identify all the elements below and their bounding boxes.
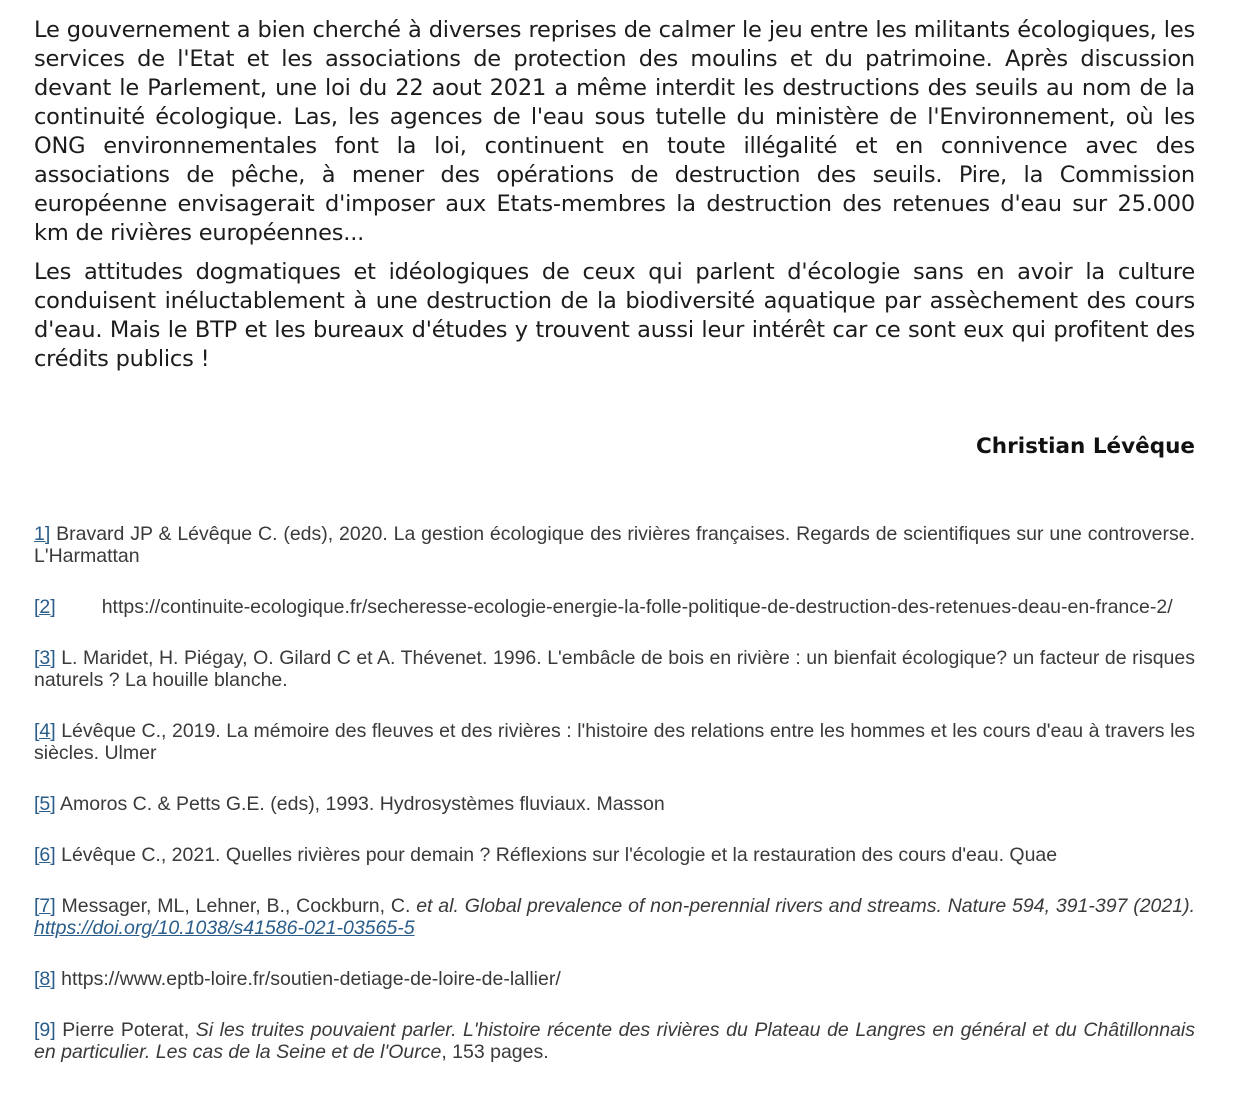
footnote-ref-link[interactable]: [8]	[34, 968, 56, 990]
footnote-text: Amoros C. & Petts G.E. (eds), 1993. Hydrosystèmes fluviaux. Masson	[55, 793, 665, 815]
footnote-text: Messager, ML, Lehner, B., Cockburn, C.	[55, 895, 417, 917]
footnote-ref-link[interactable]: [9]	[34, 1019, 56, 1041]
footnote-ref-link[interactable]: [4]	[34, 720, 56, 742]
footnote-ref-link[interactable]: [6]	[34, 844, 56, 866]
footnote-ref-link[interactable]: [3]	[34, 647, 56, 669]
footnote-url: https://continuite-ecologique.fr/secheresse-ecologie-energie-la-folle-politique-de-destruction-des-retenues-deau-en-france-2/	[101, 596, 1173, 618]
footnote-text: https://www.eptb-loire.fr/soutien-detiage-de-loire-de-lallier/	[55, 968, 561, 990]
body-paragraph: Les attitudes dogmatiques et idéologiques de ceux qui parlent d'écologie sans en avoir la culture conduisent inéluctablement à une destruction de la biodiversité aquatique par assèchement des cours d'eau. Mais le BTP et les bureaux d'études y trouvent aussi leur intérêt car ce sont eux qui profitent des crédits publics !	[34, 259, 1195, 372]
footnote-8	[34, 968, 1195, 990]
footnote-text: Bravard JP & Lévêque C. (eds), 2020. La gestion écologique des rivières françaises. Regards de scientifiques sur une controverse. L'Harmattan	[34, 523, 1195, 567]
footnote-text: Pierre Poterat,	[55, 1019, 196, 1041]
article-page	[34, 16, 1195, 1092]
footnotes-list	[34, 523, 1195, 1063]
footnote-2	[34, 596, 1195, 618]
footnote-text: Lévêque C., 2021. Quelles rivières pour demain ? Réflexions sur l'écologie et la restauration des cours d'eau. Quae	[55, 844, 1058, 866]
body-paragraph: Le gouvernement a bien cherché à diverses reprises de calmer le jeu entre les militants écologiques, les services de l'Etat et les associations de protection des moulins et du patrimoine. Après discussion devant le Parlement, une loi du 22 aout 2021 a même interdit les destructions des seuils au nom de la continuité écologique. Las, les agences de l'eau sous tutelle du ministère de l'Environnement, où les ONG environnementales font la loi, continuent en toute illégalité et en connivence avec des associations de pêche, à mener des opérations de destruction des seuils. Pire, la Commission européenne envisagerait d'imposer aux Etats-membres la destruction des retenues d'eau sur 25.000 km de rivières européennes...	[34, 17, 1195, 246]
footnote-4	[34, 720, 1195, 764]
author-signature: Christian Lévêque	[976, 434, 1195, 459]
footnote-italic-text: Si les truites pouvaient parler. L'histoire récente des rivières du Plateau de Langres en général et du Châtillonnais en particulier. Les cas de la Seine et de l'Ource	[34, 1019, 1196, 1063]
footnote-ref-link[interactable]: [5]	[34, 793, 56, 815]
footnote-9	[34, 1019, 1195, 1063]
footnote-1	[34, 523, 1195, 567]
doi-link[interactable]: https://doi.org/10.1038/s41586-021-03565-5	[34, 917, 415, 939]
footnote-ref-link[interactable]: [7]	[34, 895, 56, 917]
footnote-3	[34, 647, 1195, 691]
footnote-text: Lévêque C., 2019. La mémoire des fleuves et des rivières : l'histoire des relations entre les hommes et les cours d'eau à travers les siècles. Ulmer	[34, 720, 1195, 764]
footnote-ref-link[interactable]: 1]	[34, 523, 51, 545]
footnote-6	[34, 844, 1195, 866]
footnote-text-tail: , 153 pages.	[441, 1041, 549, 1063]
footnote-7	[34, 895, 1195, 939]
footnote-5	[34, 793, 1195, 815]
footnote-ref-link[interactable]: [2]	[34, 596, 56, 618]
footnote-text: L. Maridet, H. Piégay, O. Gilard C et A. Thévenet. 1996. L'embâcle de bois en rivière : un bienfait écologique? un facteur de risques naturels ? La houille blanche.	[34, 647, 1195, 691]
footnote-italic-text: et al. Global prevalence of non-perennial rivers and streams. Nature 594, 391-397 (2021).	[416, 895, 1195, 917]
